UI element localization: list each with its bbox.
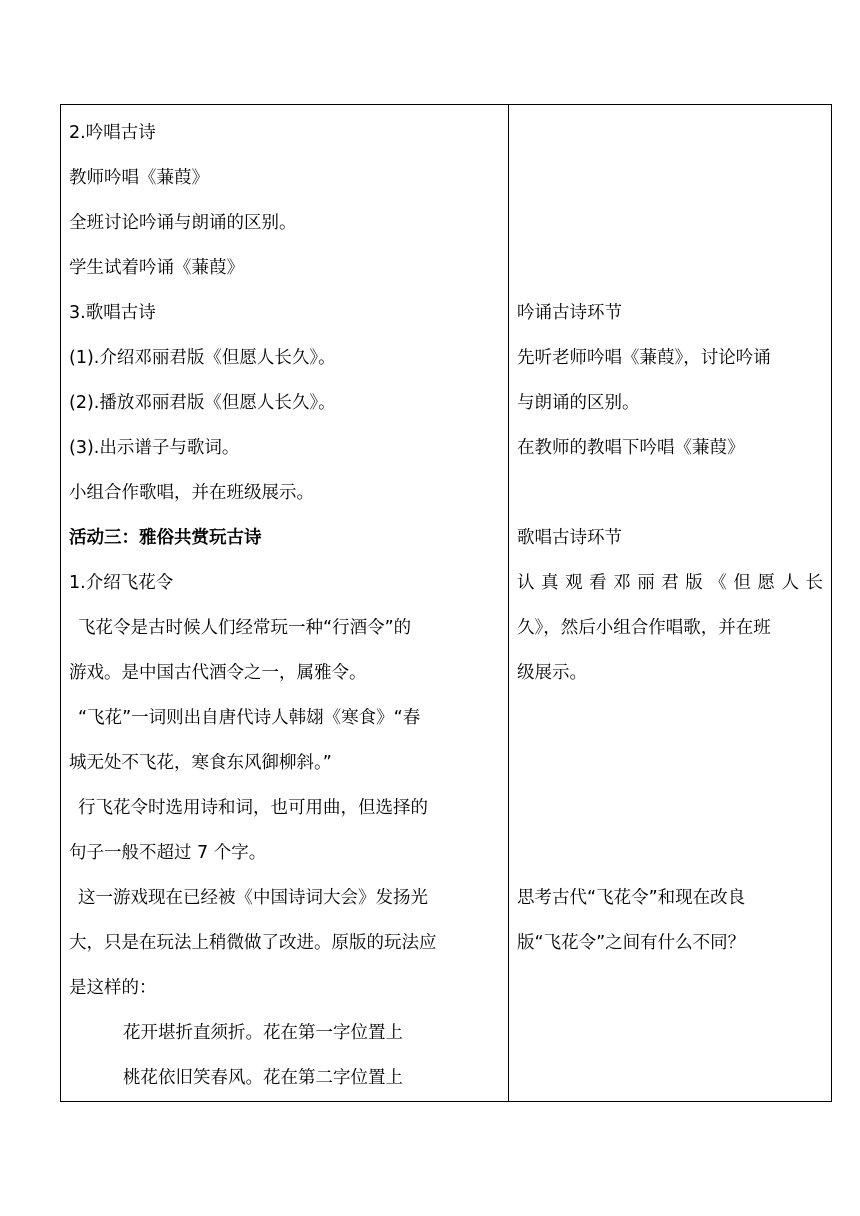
text-line: 大，只是在玩法上稍微做了改进。原版的玩法应 xyxy=(69,933,437,953)
text-line: 级展示。 xyxy=(517,663,587,683)
spacer xyxy=(517,696,823,741)
text-line: 行飞花令时选用诗和词，也可用曲，但选择的 xyxy=(78,798,428,818)
teacher-activity-cell xyxy=(61,105,509,1102)
spacer xyxy=(517,201,823,246)
table-row xyxy=(61,105,832,1102)
text-line: 游戏。是中国古代酒令之一，属雅令。 xyxy=(69,663,367,683)
text-line: 先听老师吟唱《蒹葭》，讨论吟诵 xyxy=(517,348,771,368)
section-heading: 1.介绍飞花令 xyxy=(69,573,174,593)
spacer xyxy=(517,471,823,516)
text-line: 与朗诵的区别。 xyxy=(517,393,640,413)
text-line: (1).介绍邓丽君版《但愿人长久》。 xyxy=(69,348,336,368)
poem-example-line: 花开堪折直须折。花在第一字位置上 xyxy=(123,1023,403,1043)
section-heading: 2.吟唱古诗 xyxy=(69,123,156,143)
text-line: 在教师的教唱下吟唱《蒹葭》 xyxy=(517,438,745,458)
spacer xyxy=(517,111,823,156)
section-heading: 吟诵古诗环节 xyxy=(517,303,622,323)
student-activity-cell xyxy=(509,105,832,1102)
spacer xyxy=(517,786,823,831)
text-line: 飞花令是古时候人们经常玩一种“行酒令”的 xyxy=(78,618,412,638)
text-line: 教师吟唱《蒹葭》 xyxy=(69,168,209,188)
spacer xyxy=(517,741,823,786)
text-line: 认真观看邓丽君版《但愿人长 xyxy=(517,573,823,593)
text-line: 这一游戏现在已经被《中国诗词大会》发扬光 xyxy=(78,888,428,908)
text-line: (3).出示谱子与歌词。 xyxy=(69,438,240,458)
lesson-plan-table xyxy=(60,104,832,1102)
text-line: 思考古代“飞花令”和现在改良 xyxy=(517,888,746,908)
spacer xyxy=(517,246,823,291)
text-line: “飞花”一词则出自唐代诗人韩翃《寒食》“春 xyxy=(78,708,421,728)
section-heading: 歌唱古诗环节 xyxy=(517,528,622,548)
poem-example-line: 桃花依旧笑春风。花在第二字位置上 xyxy=(123,1068,403,1088)
text-line: 版“飞花令”之间有什么不同？ xyxy=(517,933,746,953)
spacer xyxy=(517,831,823,876)
text-line: 是这样的： xyxy=(69,978,157,998)
text-line: 久》，然后小组合作唱歌，并在班 xyxy=(517,618,771,638)
text-line: 句子一般不超过 7 个字。 xyxy=(69,843,267,863)
text-line: (2).播放邓丽君版《但愿人长久》。 xyxy=(69,393,336,413)
spacer xyxy=(517,156,823,201)
text-line: 小组合作歌唱，并在班级展示。 xyxy=(69,483,314,503)
section-heading: 3.歌唱古诗 xyxy=(69,303,156,323)
activity-heading: 活动三：雅俗共赏玩古诗 xyxy=(69,528,262,548)
text-line: 城无处不飞花，寒食东风御柳斜。” xyxy=(69,753,332,773)
text-line: 全班讨论吟诵与朗诵的区别。 xyxy=(69,213,297,233)
text-line: 学生试着吟诵《蒹葭》 xyxy=(69,258,244,278)
